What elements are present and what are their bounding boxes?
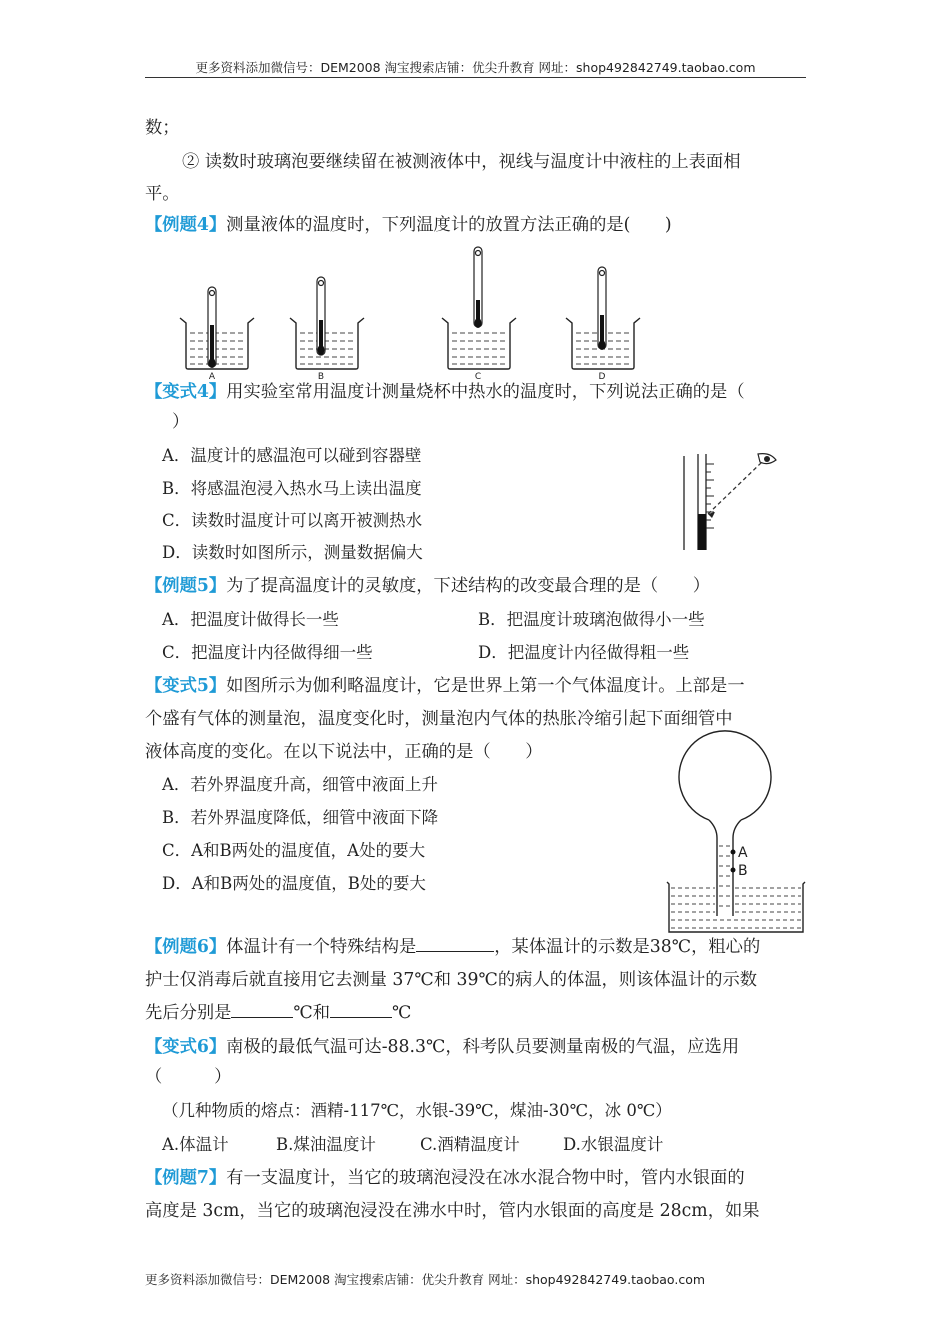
example-6-blank-2 bbox=[231, 1001, 293, 1018]
example-6-blank-3 bbox=[330, 1001, 392, 1018]
example-6-text-1b: ，某体温计的示数是38℃，粗心的 bbox=[494, 937, 761, 957]
example-6-tag: 【例题6】 bbox=[145, 937, 227, 957]
intro-line-1: 数； bbox=[145, 118, 180, 138]
header-rule bbox=[145, 77, 806, 78]
example-6-text-1a: 体温计有一个特殊结构是 bbox=[226, 937, 417, 957]
example-5-option-a: A．把温度计做得长一些 bbox=[162, 610, 339, 629]
example-7-text-2: 高度是 3cm，当它的玻璃泡浸没在沸水中时，管内水银面的高度是 28cm，如果 bbox=[145, 1201, 760, 1221]
example-5-question bbox=[145, 574, 710, 598]
example-5-tag: 【例题5】 bbox=[145, 576, 227, 596]
variant-6-option-c: C.酒精温度计 bbox=[420, 1135, 520, 1154]
variant-4-text: 用实验室常用温度计测量烧杯中热水的温度时，下列说法正确的是（ bbox=[226, 382, 745, 402]
example-5-text: 为了提高温度计的灵敏度，下述结构的改变最合理的是（ ） bbox=[226, 576, 711, 596]
example-4-question bbox=[145, 213, 672, 237]
variant-6-option-d: D.水银温度计 bbox=[563, 1135, 664, 1154]
example-6-text-2: 护士仅消毒后就直接用它去测量 37℃和 39℃的病人的体温，则该体温计的示数 bbox=[145, 970, 758, 990]
variant-6-note: （几种物质的熔点：酒精-117℃，水银-39℃，煤油-30℃，冰 0℃） bbox=[162, 1101, 672, 1120]
variant-4-option-c: C．读数时温度计可以离开被测热水 bbox=[162, 511, 423, 530]
example-7-question bbox=[145, 1166, 745, 1190]
example-6-text-3c: ℃ bbox=[392, 1003, 412, 1023]
example-7-text-1: 有一支温度计，当它的玻璃泡浸没在冰水混合物中时，管内水银面的 bbox=[226, 1168, 745, 1188]
variant-4-figure bbox=[680, 450, 785, 552]
example-6-text-3 bbox=[145, 1001, 411, 1025]
variant-5-option-a: A．若外界温度升高，细管中液面上升 bbox=[162, 775, 438, 794]
page-footer: 更多资料添加微信号：DEM2008 淘宝搜索店铺：优尖升教育 网址：shop492842749.taobao.com bbox=[145, 1272, 706, 1287]
variant-4-tag: 【变式4】 bbox=[145, 382, 227, 402]
variant-4-option-b: B．将感温泡浸入热水马上读出温度 bbox=[162, 479, 422, 498]
variant-6-text-1: 南极的最低气温可达-88.3℃，科考队员要测量南极的气温，应选用 bbox=[226, 1037, 740, 1057]
example-5-option-b: B．把温度计玻璃泡做得小一些 bbox=[478, 610, 705, 629]
variant-6-text-2: （ ） bbox=[145, 1067, 232, 1087]
page-header: 更多资料添加微信号：DEM2008 淘宝搜索店铺：优尖升教育 网址：shop492842749.taobao.com bbox=[195, 60, 756, 75]
variant-5-text-1: 如图所示为伽利略温度计，它是世界上第一个气体温度计。上部是一 bbox=[226, 676, 745, 696]
variant-5-question bbox=[145, 674, 745, 698]
example-5-option-c: C．把温度计内径做得细一些 bbox=[162, 643, 373, 662]
fig5-label-a: A bbox=[738, 845, 748, 861]
variant-5-option-d: D．A和B两处的温度值，B处的要大 bbox=[162, 874, 426, 893]
variant-5-text-3: 液体高度的变化。在以下说法中，正确的是（ ） bbox=[145, 742, 543, 762]
variant-4-question bbox=[145, 380, 745, 404]
variant-5-tag: 【变式5】 bbox=[145, 676, 227, 696]
example-7-tag: 【例题7】 bbox=[145, 1168, 227, 1188]
intro-line-3: 平。 bbox=[145, 184, 180, 204]
example-6-question bbox=[145, 935, 760, 959]
variant-6-tag: 【变式6】 bbox=[145, 1037, 227, 1057]
variant-5-option-b: B．若外界温度降低，细管中液面下降 bbox=[162, 808, 439, 827]
variant-6-question bbox=[145, 1035, 739, 1059]
variant-6-option-a: A.体温计 bbox=[162, 1135, 229, 1154]
variant-5-text-2: 个盛有气体的测量泡，温度变化时，测量泡内气体的热胀冷缩引起下面细管中 bbox=[145, 709, 733, 729]
example-4-tag: 【例题4】 bbox=[145, 215, 227, 235]
variant-4-text-cont: ） bbox=[172, 412, 190, 432]
variant-5-figure bbox=[665, 746, 805, 936]
variant-6-option-b: B.煤油温度计 bbox=[276, 1135, 376, 1154]
example-4-text: 测量液体的温度时，下列温度计的放置方法正确的是( ) bbox=[226, 215, 672, 235]
fig5-label-b: B bbox=[738, 863, 748, 879]
example-6-text-3b: ℃和 bbox=[293, 1003, 331, 1023]
fig4-label-c: C bbox=[474, 372, 482, 382]
example-4-figure bbox=[170, 245, 640, 380]
variant-5-option-c: C．A和B两处的温度值，A处的要大 bbox=[162, 841, 426, 860]
fig4-label-b: B bbox=[317, 372, 325, 382]
example-6-text-3a: 先后分别是 bbox=[145, 1003, 232, 1023]
variant-4-option-d: D．读数时如图所示，测量数据偏大 bbox=[162, 543, 423, 562]
variant-4-option-a: A．温度计的感温泡可以碰到容器壁 bbox=[162, 446, 422, 465]
fig4-label-d: D bbox=[598, 372, 606, 382]
example-6-blank-1 bbox=[416, 935, 494, 952]
fig4-label-a: A bbox=[208, 372, 216, 382]
intro-line-2: ② 读数时玻璃泡要继续留在被测液体中，视线与温度计中液柱的上表面相 bbox=[182, 152, 741, 172]
example-5-option-d: D．把温度计内径做得粗一些 bbox=[478, 643, 690, 662]
